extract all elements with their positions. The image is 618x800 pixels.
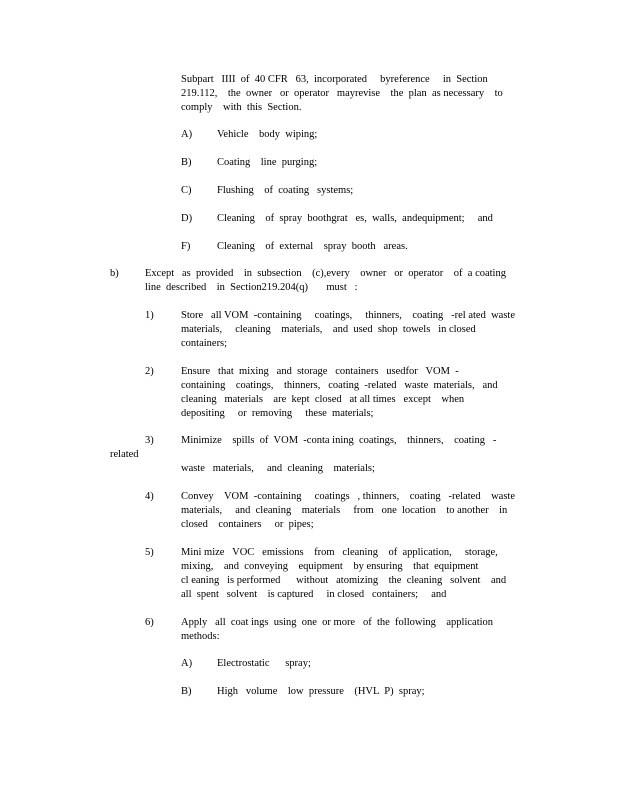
text-line: containers; [181, 338, 228, 349]
list-marker: A) [181, 658, 193, 669]
list-marker: B) [181, 686, 192, 697]
list-item-text: Coating line purging; [217, 157, 318, 168]
text-line: waste materials, and cleaning materials; [181, 463, 375, 474]
item-marker: 5) [145, 547, 154, 558]
text-line: comply with this Section. [181, 102, 302, 113]
list-item-text: Vehicle body wiping; [217, 129, 318, 140]
item-paragraph [181, 546, 506, 602]
item-marker: 3) [145, 435, 154, 446]
item-marker: 6) [145, 617, 154, 628]
text-line: all spent solvent is captured in closed containers; and [181, 589, 447, 600]
section-b-paragraph [145, 267, 505, 295]
text-line: containing coatings, thinners, coating -related waste materials, and [181, 380, 498, 391]
item-marker: 1) [145, 310, 154, 321]
text-line: Except as provided in subsection (c),every owner or operator of a coating [145, 268, 506, 279]
item-marker: 2) [145, 366, 154, 377]
text-line: cl eaning is performed without atomizing the cleaning solvent and [181, 575, 507, 586]
text-line: Convey VOM -containing coatings , thinners, coating -related waste [181, 491, 515, 502]
item-marker: 4) [145, 491, 154, 502]
text-line: Mini mize VOC emissions from cleaning of application, storage, [181, 547, 498, 558]
list-marker: F) [181, 241, 191, 252]
section-marker: b) [110, 268, 119, 279]
overflow-word: related [110, 449, 139, 460]
text-line: line described in Section219.204(q) must : [145, 282, 358, 293]
text-line: Store all VOM -containing coatings, thinners, coating -rel ated waste [181, 310, 515, 321]
item-paragraph [181, 309, 515, 351]
text-line: mixing, and conveying equipment by ensuring that equipment [181, 561, 479, 572]
text-line: Subpart IIII of 40 CFR 63, incorporated byreference in Section [181, 74, 488, 85]
text-line: Minimize spills of VOM -conta ining coatings, thinners, coating - [181, 435, 497, 446]
text-line: materials, cleaning materials, and used shop towels in closed [181, 324, 476, 335]
text-line: depositing or removing these materials; [181, 408, 374, 419]
list-marker: C) [181, 185, 192, 196]
text-line: cleaning materials are kept closed at all times except when [181, 394, 465, 405]
list-marker: B) [181, 157, 192, 168]
list-item-text: Electrostatic spray; [217, 658, 311, 669]
text-line: materials, and cleaning materials from one location to another in [181, 505, 508, 516]
text-line: Apply all coat ings using one or more of the following application [181, 617, 494, 628]
list-item-text: Cleaning of external spray booth areas. [217, 241, 408, 252]
text-line: 219.112, the owner or operator mayrevise the plan as necessary to [181, 88, 503, 99]
list-marker: A) [181, 129, 193, 140]
text-line: methods: [181, 631, 220, 642]
list-item-text: Flushing of coating systems; [217, 185, 354, 196]
item-paragraph [181, 365, 506, 421]
item-paragraph [181, 616, 506, 644]
list-marker: D) [181, 213, 193, 224]
text-line: closed containers or pipes; [181, 519, 314, 530]
text-line: Ensure that mixing and storage containers usedfor VOM - [181, 366, 459, 377]
list-item-text: Cleaning of spray boothgrat es, walls, andequipment; and [217, 213, 493, 224]
list-item-text: High volume low pressure (HVL P) spray; [217, 686, 425, 697]
item-paragraph [181, 490, 515, 532]
intro-paragraph [181, 73, 506, 115]
